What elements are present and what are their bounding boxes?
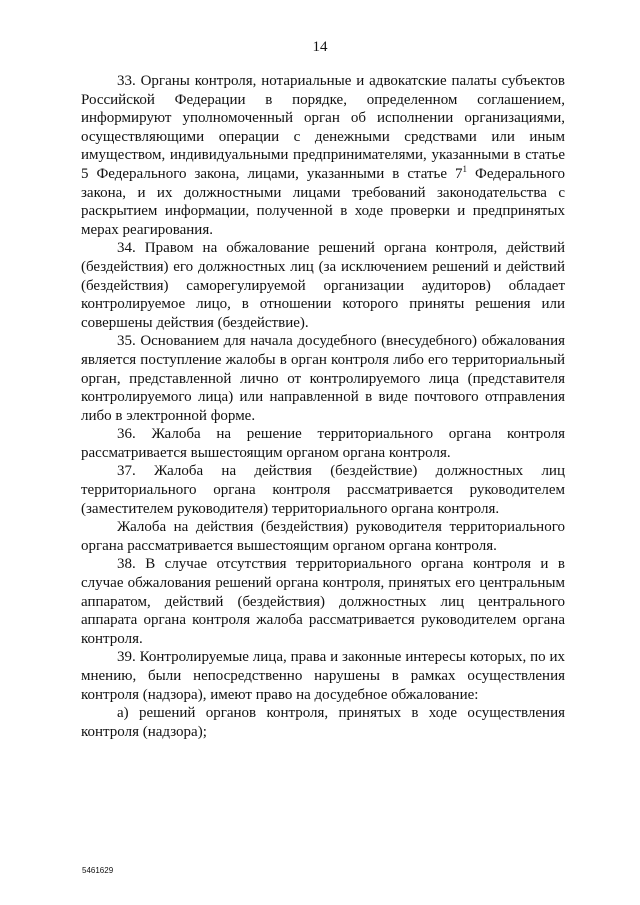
page-number: 14: [312, 39, 328, 55]
paragraph-39-item-a: а) решений органов контроля, принятых в ходе осуществления контроля (надзора);: [81, 705, 565, 740]
paragraph-36: 36. Жалоба на решение территориального органа контроля рассматривается вышестоящим органом органа контроля.: [81, 426, 565, 461]
paragraph-39: 39. Контролируемые лица, права и законные интересы которых, по их мнению, были непосредственно нарушены в рамках осуществления контроля (надзора), имеют право на досудебное обжалование:: [81, 649, 565, 703]
paragraph-33-superscript: 1: [462, 163, 468, 174]
paragraph-33-text-a: 33. Органы контроля, нотариальные и адвокатские палаты субъектов Российской Федерации в порядке, определенном соглашением, информируют уполномоченный орган об исполнении организациями, осуществляющими операции с денежными средствами или иным имуществом, индивидуальными предпринимателями, указанными в статье 5 Федерального закона, лицами, указанными в статье 7: [81, 73, 565, 182]
paragraph-35: 35. Основанием для начала досудебного (внесудебного) обжалования является поступление жалобы в орган контроля либо его территориальный орган, представленной лично от контролируемого лица (представителя контролируемого лица) или направленной в виде почтового отправления либо в электронной форме.: [81, 333, 565, 424]
paragraph-37: 37. Жалоба на действия (бездействие) должностных лиц территориального органа контроля рассматривается руководителем (заместителем руководителя) территориального органа контроля.: [81, 463, 565, 517]
paragraph-38: 38. В случае отсутствия территориального органа контроля и в случае обжалования решений органа контроля, принятых его центральным аппаратом, действий (бездействия) должностных лиц центрального аппарата органа контроля жалоба рассматривается руководителем органа контроля.: [81, 556, 565, 647]
document-body: [81, 72, 565, 741]
paragraph-33: [81, 72, 565, 239]
paragraph-37-continued: Жалоба на действия (бездействия) руководителя территориального органа рассматривается вышестоящим органом органа контроля.: [81, 519, 565, 554]
paragraph-33-text-b: Федерального закона, и их должностными лицами требований законодательства с раскрытием информации, полученной в ходе проверки и предпринятых мерах реагирования.: [81, 165, 565, 238]
footer-document-code: 5461629: [82, 866, 114, 875]
paragraph-34: 34. Правом на обжалование решений органа контроля, действий (бездействия) его должностных лиц (за исключением решений и действий (бездействия) саморегулируемой организации аудиторов) обладает контролируемое лицо, в отношении которого приняты решения или совершены действия (бездействие).: [81, 240, 565, 331]
